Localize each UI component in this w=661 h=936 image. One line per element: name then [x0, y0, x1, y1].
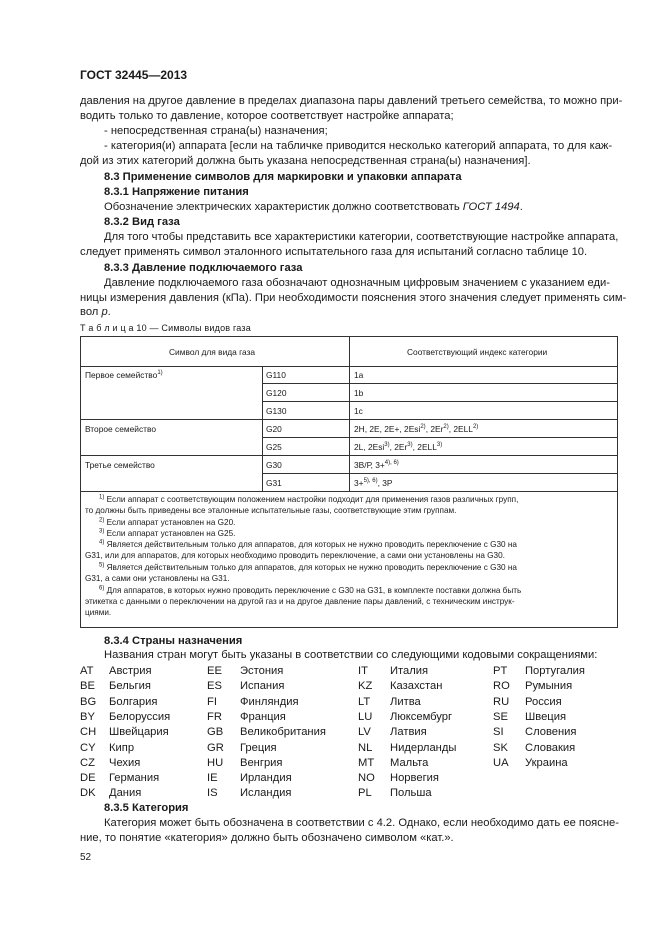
intro-bullet-2a: - категория(и) аппарата [если на табличке приводится несколько категорий аппарата, то для каж-	[104, 140, 613, 152]
page-number: 52	[80, 852, 92, 863]
section-8-3-3-line-2: ницы измерения давления (кПа). При необходимости пояснения этого значения следует применять сим-	[80, 292, 627, 304]
table-footnote-5b: G31, а сами они установлены на G31.	[85, 574, 230, 583]
country-name: Белоруссия	[109, 710, 171, 723]
intro-line-1: давления на другое давление в пределах диапазона пары давлений третьего семейства, то можно при-	[80, 95, 623, 107]
table-head-left: Символ для вида газа	[169, 347, 256, 357]
category-index: 1a	[354, 370, 364, 380]
country-name: Бельгия	[109, 680, 151, 693]
country-name: Дания	[109, 787, 142, 800]
section-8-3-5-line-2: ние, то понятие «категория» должно быть обозначено символом «кат.».	[80, 832, 454, 844]
gas-symbol: G20	[266, 424, 282, 434]
section-8-3-4-title: 8.3.4 Страны назначения	[104, 635, 243, 647]
country-code: LU	[358, 710, 373, 723]
section-8-3-1-title: 8.3.1 Напряжение питания	[104, 186, 249, 198]
table-footnote-4b: G31, или для аппаратов, для которых необходимо проводить переключение, а сами они установлены на G30.	[85, 551, 505, 560]
country-name: Исландия	[240, 787, 292, 800]
country-code: EE	[207, 665, 222, 677]
section-8-3-2-line-1: Для того чтобы представить все характеристики категории, соответствующие настройке аппарата,	[104, 231, 619, 243]
intro-bullet-1: - непосредственная страна(ы) назначения;	[104, 125, 328, 137]
country-name: Финляндия	[240, 695, 299, 708]
country-code: IE	[207, 772, 218, 785]
section-8-3-5-title: 8.3.5 Категория	[104, 802, 189, 814]
country-name: Норвегия	[390, 772, 439, 785]
country-code: FI	[207, 695, 217, 708]
category-index: 2L, 2Esi$^{3)}$, 2Er$^{3)}$, 2ELL$^{3)}$	[354, 442, 443, 452]
country-code: LT	[358, 695, 371, 708]
gas-symbol: G130	[266, 406, 287, 416]
country-code: SI	[493, 726, 504, 739]
table-footnote-6b: этикетка с данными о переключении на другой газ и на другое давление пары давлений, с техническим инструк-	[85, 597, 515, 606]
country-name: Польша	[390, 787, 432, 800]
country-code: BG	[80, 695, 97, 708]
country-name: Латвия	[390, 726, 427, 739]
country-code: ES	[207, 680, 222, 693]
table-footnote-6c: циями.	[85, 608, 112, 617]
country-code: IT	[358, 665, 368, 677]
table-footnote-6a: $^{6)}$ Для аппаратов, в которых нужно проводить переключение с G30 на G31, в комплекте поставки должна быть	[99, 585, 522, 595]
country-name: Германия	[109, 772, 160, 785]
table-footnote-4a: $^{4)}$ Является действительным только для аппаратов, для которых не нужно проводить переключение с G30 на	[99, 539, 517, 549]
country-name: Великобритания	[240, 726, 326, 739]
country-code: FR	[207, 710, 222, 723]
document-header: ГОСТ 32445—2013	[80, 68, 188, 82]
country-code: PL	[358, 787, 372, 800]
country-name: Люксембург	[390, 710, 453, 723]
section-8-3-3-title: 8.3.3 Давление подключаемого газа	[104, 262, 303, 274]
country-code: DK	[80, 787, 96, 800]
country-name: Болгария	[109, 695, 158, 708]
country-code: CH	[80, 726, 97, 739]
country-name: Греция	[240, 741, 277, 754]
country-code: UA	[493, 756, 509, 769]
table-head-right: Соответствующий индекс категории	[407, 347, 548, 357]
category-index: 2H, 2Е, 2Е+, 2Esi$^{2)}$, 2Er$^{2)}$, 2ELL$^{2)}$	[354, 424, 479, 434]
table-footnote-1a: $^{1)}$ Если аппарат с соответствующим положением настройки подходит для применения газов различных групп,	[99, 494, 519, 504]
table-footnote-1b: то должны быть приведены все эталонные испытательные газы, соответствующие этим группам.	[85, 506, 457, 515]
gost-1494-ref: ГОСТ 1494	[462, 201, 520, 213]
country-name: Австрия	[109, 665, 152, 677]
category-index: 1c	[354, 406, 363, 416]
country-code: GR	[207, 741, 224, 754]
gas-symbol: G120	[266, 388, 287, 398]
country-code: CZ	[80, 756, 95, 769]
country-name: Чехия	[109, 756, 141, 769]
category-index: 3+$^{5), 6)}$, 3P	[354, 478, 393, 488]
country-code: DE	[80, 772, 96, 785]
country-name: Мальта	[390, 756, 429, 769]
country-name: Россия	[525, 695, 562, 708]
country-name: Украина	[525, 756, 568, 769]
country-code: BY	[80, 710, 95, 723]
gas-symbol: G30	[266, 460, 282, 470]
gas-symbol: G25	[266, 442, 282, 452]
country-name: Румыния	[525, 680, 573, 693]
country-code: IS	[207, 787, 218, 800]
country-code: NO	[358, 772, 375, 785]
section-8-3-2-title: 8.3.2 Вид газа	[104, 216, 180, 228]
intro-line-2: водить только то давление, которое соответствует настройке аппарата;	[80, 110, 454, 122]
country-code: LV	[358, 726, 371, 739]
country-name: Литва	[390, 695, 421, 708]
country-name: Словения	[525, 726, 577, 739]
section-8-3-1-text: Обозначение электрических характеристик должно соответствовать ГОСТ 1494.	[104, 201, 523, 213]
family-1-label: Первое семейство$^{1)}$	[85, 370, 163, 380]
family-2-label: Второе семейство	[85, 424, 156, 434]
section-8-3-3-line-1: Давление подключаемого газа обозначают однозначным цифровым значением с указанием еди-	[104, 277, 611, 289]
table-footnote-3: $^{3)}$ Если аппарат установлен на G25.	[99, 528, 236, 538]
country-code: PT	[493, 665, 508, 677]
country-name: Эстония	[240, 665, 284, 677]
section-8-3-title: 8.3 Применение символов для маркировки и упаковки аппарата	[104, 171, 462, 183]
country-name: Нидерланды	[390, 741, 457, 754]
country-code: SE	[493, 710, 508, 723]
category-index: 3В/Р, 3+$^{4), 6)}$	[354, 460, 399, 470]
country-name: Казахстан	[390, 680, 443, 693]
country-name: Франция	[240, 710, 286, 723]
country-code: MT	[358, 756, 375, 769]
country-name: Венгрия	[240, 756, 283, 769]
country-name: Словакия	[525, 741, 576, 754]
table-caption: Т а б л и ц а 10 — Символы видов газа	[80, 323, 251, 333]
family-3-label: Третье семейство	[85, 460, 155, 470]
country-code: HU	[207, 756, 224, 769]
section-8-3-3-line-3: вол p.	[80, 306, 111, 318]
table-footnote-5a: $^{5)}$ Является действительным только для аппаратов, для которых не нужно проводить переключение с G30 на	[99, 562, 517, 572]
country-name: Португалия	[525, 665, 585, 677]
country-code: KZ	[358, 680, 373, 693]
section-8-3-5-line-1: Категория может быть обозначена в соответствии с 4.2. Однако, если необходимо дать ее поясне-	[104, 817, 619, 829]
country-code: CY	[80, 741, 96, 754]
country-code: NL	[358, 741, 373, 754]
gas-symbol: G31	[266, 478, 282, 488]
table-footnote-2: $^{2)}$ Если аппарат установлен на G20.	[99, 517, 236, 527]
country-name: Кипр	[109, 741, 135, 754]
country-code: RO	[493, 680, 510, 693]
country-code: GB	[207, 726, 224, 739]
country-name: Испания	[240, 680, 285, 693]
country-name: Швеция	[525, 710, 567, 723]
country-code: BE	[80, 680, 95, 693]
country-code: AT	[80, 665, 94, 677]
gas-symbol: G110	[266, 370, 286, 380]
country-code: RU	[493, 695, 510, 708]
country-name: Швейцария	[109, 726, 169, 739]
section-8-3-4-text: Названия стран могут быть указаны в соответствии со следующими кодовыми сокращениями:	[104, 649, 598, 661]
section-8-3-2-line-2: следует применять символ эталонного испытательного газа для испытаний согласно таблице 10.	[80, 246, 588, 258]
country-name: Ирландия	[240, 772, 292, 785]
category-index: 1b	[354, 388, 364, 398]
country-code: SK	[493, 741, 508, 754]
intro-bullet-2b: дой из этих категорий должна быть указана непосредственная страна(ы) назначения].	[80, 155, 531, 167]
gas-symbol-table	[80, 336, 618, 628]
country-name: Италия	[390, 665, 429, 677]
